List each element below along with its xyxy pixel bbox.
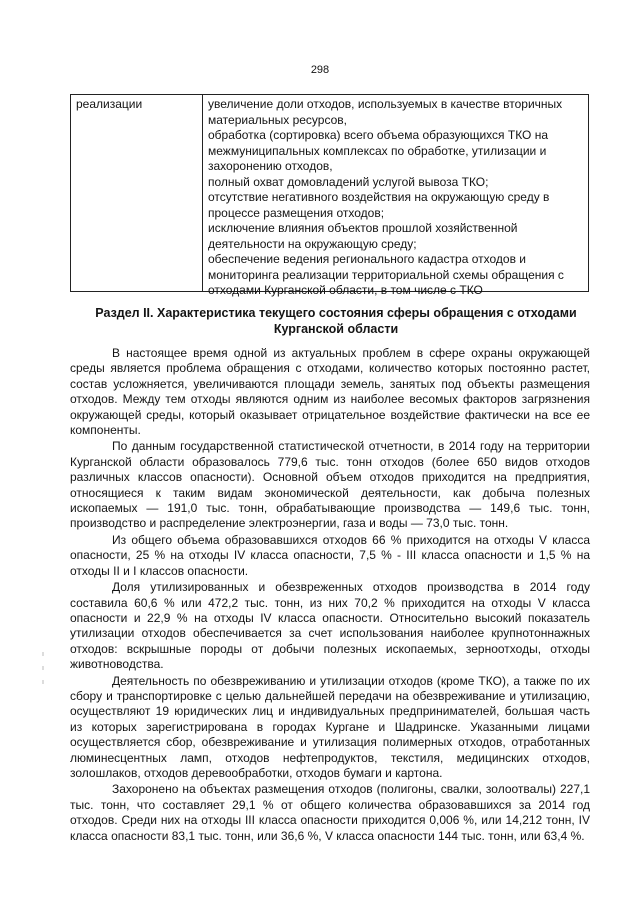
table-line: обеспечение ведения регионального кадастра отходов и мониторинга реализации территориальной схемы обращения с отходами Курганской области, в том числе с ТКО <box>208 252 564 297</box>
paragraph: Доля утилизированных и обезвреженных отходов производства в 2014 году составила 60,6 % или 472,2 тыс. тонн, из них 70,2 % приходится на отходы V класса опасности и 22,9 % на отходы IV класса опасности. Относительно высокий показатель утилизации отходов обеспечивается за счет использования наиболее крупнотоннажных отходов: вскрышные породы от добычи полезных ископаемых, зерноотходы, отходы животноводства. <box>70 580 590 672</box>
page-number: 298 <box>310 64 330 76</box>
body-text <box>70 346 590 845</box>
paragraph: По данным государственной статистической отчетности, в 2014 году на территории Курганской области образовалось 779,6 тыс. тонн отходов (более 650 видов отходов различных классов опасности). Основной объем отходов приходится на предприятия, относящиеся к таким видам экономической деятельности, как добыча полезных ископаемых — 191,0 тыс. тонн, обрабатывающие производства — 149,6 тыс. тонн, производство и распределение электроэнергии, газа и воды — 73,0 тыс. тонн. <box>70 439 590 531</box>
table-left-cell: реализации <box>71 95 203 291</box>
section-heading: Раздел II. Характеристика текущего состояния сферы обращения с отходами Курганской области <box>95 306 577 336</box>
table-line: исключение влияния объектов прошлой хозяйственной деятельности на окружающую среду; <box>208 221 518 251</box>
paragraph: Деятельность по обезвреживанию и утилизации отходов (кроме ТКО), а также по их сбору и транспортировке с целью дальнейшей передачи на обезвреживание и утилизацию, осуществляют 19 юридических лиц и индивидуальных предпринимателей, большая часть из которых зарегистрирована в городах Кургане и Шадринске. Указанными лицами осуществляется сбор, обезвреживание и утилизация полимерных отходов, отработанных люминесцентных ламп, отходов нефтепродуктов, текстиля, медицинских отходов, золошлаков, отходов деревообработки, отходов бумаги и картона. <box>70 673 590 780</box>
paragraph: В настоящее время одной из актуальных проблем в сфере охраны окружающей среды является проблема обращения с отходами, количество которых постоянно растет, состав усложняется, увеличиваются площади земель, занятых под объекты размещения отходов. Между тем отходы являются одним из наиболее весомых факторов загрязнения окружающей среды, который оказывает отрицательное воздействие фактически на все ее компоненты. <box>70 346 590 438</box>
table-line: полный охват домовладений услугой вывоза ТКО; <box>208 174 489 189</box>
table-line: обработка (сортировка) всего объема образующихся ТКО на межмуниципальных комплексах по обработке, утилизации и захоронению отходов, <box>208 128 549 173</box>
table-line: отсутствие негативного воздействия на окружающую среду в процессе размещения отходов; <box>208 190 550 220</box>
paragraph: Из общего объема образовавшихся отходов 66 % приходится на отходы V класса опасности, 25 % на отходы IV класса опасности, 7,5 % - III класса опасности и 1,5 % на отходы II и I классов опасности. <box>70 532 590 578</box>
paragraph: Захоронено на объектах размещения отходов (полигоны, свалки, золоотвалы) 227,1 тыс. тонн, что составляет 29,1 % от общего количества образовавшихся за 2014 год отходов. Среди них на отходы III класса опасности приходится 0,006 %, или 14,212 тонн, IV класса опасности 83,1 тыс. тонн, или 36,6 %, V класса опасности 144 тыс. тонн, или 63,4 %. <box>70 782 590 843</box>
table-line: увеличение доли отходов, используемых в качестве вторичных материальных ресурсов, <box>208 97 563 127</box>
table-right-cell <box>203 95 588 297</box>
goals-table <box>70 94 589 297</box>
scan-artifact <box>40 650 46 690</box>
